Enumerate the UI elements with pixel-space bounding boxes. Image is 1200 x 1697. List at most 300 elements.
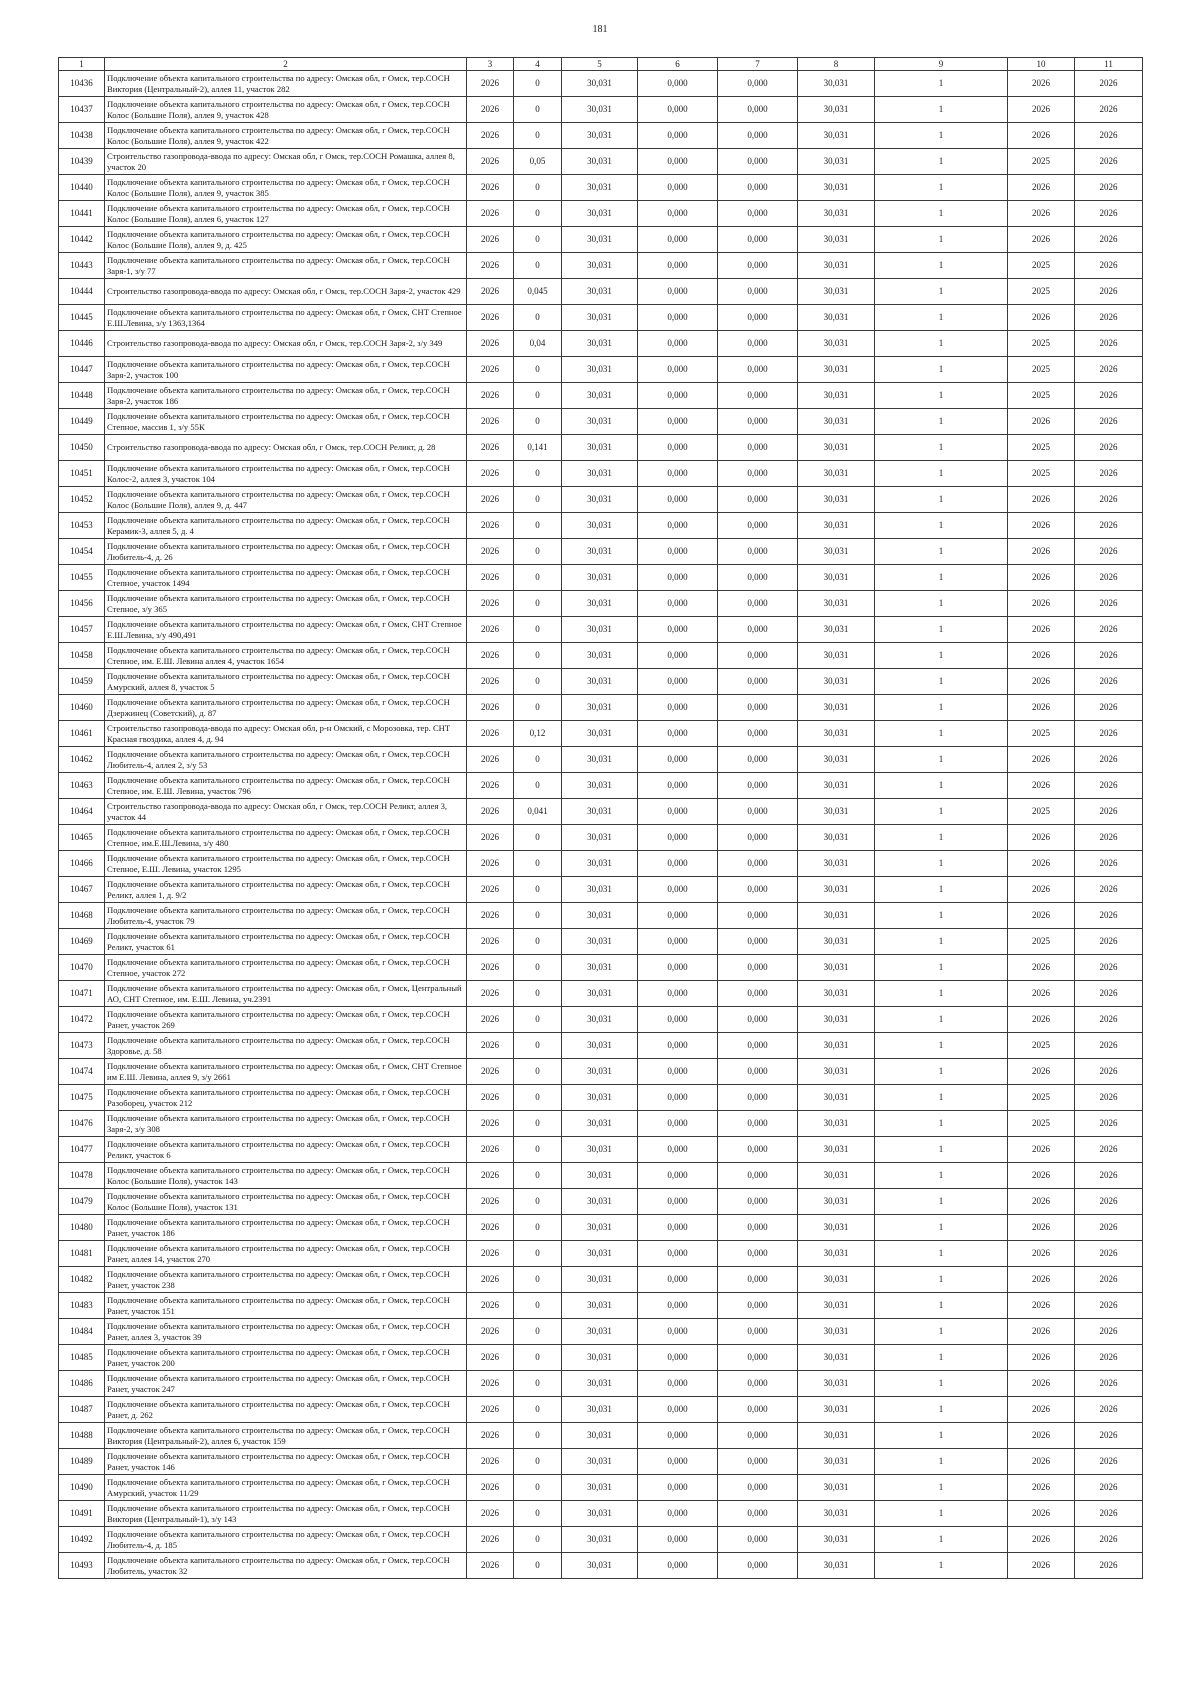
row-number: 10492 — [59, 1527, 105, 1553]
col-4-value: 0,041 — [514, 799, 562, 825]
col-10-value: 2025 — [1008, 383, 1075, 409]
col-6-value: 0,000 — [638, 357, 718, 383]
col-5-value: 30,031 — [562, 175, 638, 201]
col-3-value: 2026 — [467, 955, 514, 981]
col-4-value: 0 — [514, 1371, 562, 1397]
col-10-value: 2026 — [1008, 305, 1075, 331]
object-description: Подключение объекта капитального строительства по адресу: Омская обл, г Омск, тер.СОСН Здоровье, д. 58 — [105, 1033, 467, 1059]
col-10-value: 2026 — [1008, 1423, 1075, 1449]
col-8-value: 30,031 — [798, 1137, 875, 1163]
col-4-value: 0 — [514, 409, 562, 435]
col-8-value: 30,031 — [798, 1319, 875, 1345]
col-6-value: 0,000 — [638, 461, 718, 487]
col-6-value: 0,000 — [638, 1241, 718, 1267]
col-4-value: 0 — [514, 1397, 562, 1423]
col-7-value: 0,000 — [718, 513, 798, 539]
col-6-value: 0,000 — [638, 1397, 718, 1423]
col-7-value: 0,000 — [718, 1501, 798, 1527]
table-row — [59, 1527, 1143, 1553]
col-4-value: 0 — [514, 903, 562, 929]
object-description: Подключение объекта капитального строительства по адресу: Омская обл, г Омск, тер.СОСН Реликт, участок 6 — [105, 1137, 467, 1163]
col-10-value: 2026 — [1008, 1501, 1075, 1527]
col-6-value: 0,000 — [638, 435, 718, 461]
col-6-value: 0,000 — [638, 565, 718, 591]
col-9-value: 1 — [875, 903, 1008, 929]
col-10-value: 2026 — [1008, 825, 1075, 851]
col-4-value: 0 — [514, 1111, 562, 1137]
table-row — [59, 1475, 1143, 1501]
col-7-value: 0,000 — [718, 461, 798, 487]
col-7-value: 0,000 — [718, 929, 798, 955]
col-8-value: 30,031 — [798, 1449, 875, 1475]
col-6-value: 0,000 — [638, 409, 718, 435]
col-5-value: 30,031 — [562, 747, 638, 773]
col-6-value: 0,000 — [638, 669, 718, 695]
col-6-value: 0,000 — [638, 955, 718, 981]
col-11-value: 2026 — [1075, 1033, 1143, 1059]
col-9-value: 1 — [875, 279, 1008, 305]
col-5-value: 30,031 — [562, 565, 638, 591]
col-3-value: 2026 — [467, 747, 514, 773]
col-5-value: 30,031 — [562, 357, 638, 383]
col-4-value: 0 — [514, 825, 562, 851]
col-10-value: 2026 — [1008, 591, 1075, 617]
object-description: Подключение объекта капитального строительства по адресу: Омская обл, г Омск, тер.СОСН Заря-1, з/у 77 — [105, 253, 467, 279]
object-description: Подключение объекта капитального строительства по адресу: Омская обл, г Омск, тер.СОСН Степное, им.Е.Ш.Левина, з/у 480 — [105, 825, 467, 851]
col-4-value: 0 — [514, 487, 562, 513]
col-9-value: 1 — [875, 695, 1008, 721]
col-9-value: 1 — [875, 747, 1008, 773]
table-row — [59, 773, 1143, 799]
col-8-value: 30,031 — [798, 1111, 875, 1137]
col-8-value: 30,031 — [798, 1163, 875, 1189]
col-8-value: 30,031 — [798, 1293, 875, 1319]
col-6-value: 0,000 — [638, 799, 718, 825]
col-11-value: 2026 — [1075, 1085, 1143, 1111]
col-6-value: 0,000 — [638, 1475, 718, 1501]
table-body — [59, 71, 1143, 1579]
col-10-value: 2026 — [1008, 1137, 1075, 1163]
row-number: 10476 — [59, 1111, 105, 1137]
object-description: Подключение объекта капитального строительства по адресу: Омская обл, г Омск, Центральный АО, СНТ Степное, им. Е.Ш. Левина, уч.2391 — [105, 981, 467, 1007]
col-5-value: 30,031 — [562, 1267, 638, 1293]
table-row — [59, 279, 1143, 305]
col-6-value: 0,000 — [638, 825, 718, 851]
col-7-value: 0,000 — [718, 305, 798, 331]
col-10-value: 2025 — [1008, 1085, 1075, 1111]
col-7-value: 0,000 — [718, 1033, 798, 1059]
col-5-value: 30,031 — [562, 409, 638, 435]
object-description: Подключение объекта капитального строительства по адресу: Омская обл, г Омск, тер.СОСН Любитель-4, участок 79 — [105, 903, 467, 929]
col-11-value: 2026 — [1075, 955, 1143, 981]
table-row — [59, 1137, 1143, 1163]
col-10-value: 2026 — [1008, 1163, 1075, 1189]
col-3-value: 2026 — [467, 799, 514, 825]
table-row — [59, 409, 1143, 435]
col-5-value: 30,031 — [562, 1189, 638, 1215]
col-3-value: 2026 — [467, 201, 514, 227]
page-number: 181 — [592, 24, 608, 35]
col-4-value: 0 — [514, 1267, 562, 1293]
col-10-value: 2026 — [1008, 71, 1075, 97]
header-row — [59, 58, 1143, 71]
data-table — [58, 57, 1143, 1579]
col-9-value: 1 — [875, 1267, 1008, 1293]
col-6-value: 0,000 — [638, 1189, 718, 1215]
col-10-value: 2026 — [1008, 1397, 1075, 1423]
object-description: Подключение объекта капитального строительства по адресу: Омская обл, г Омск, тер.СОСН Виктория (Центральный-2), аллея 11, участок 282 — [105, 71, 467, 97]
col-10-value: 2026 — [1008, 1215, 1075, 1241]
col-8-value: 30,031 — [798, 591, 875, 617]
col-3-value: 2026 — [467, 305, 514, 331]
col-11-value: 2026 — [1075, 643, 1143, 669]
table-row — [59, 305, 1143, 331]
object-description: Строительство газопровода-ввода по адресу: Омская обл, г Омск, тер.СОСН Заря-2, з/у 349 — [105, 331, 467, 357]
col-11-value: 2026 — [1075, 617, 1143, 643]
row-number: 10465 — [59, 825, 105, 851]
table-row — [59, 851, 1143, 877]
col-4-value: 0 — [514, 1475, 562, 1501]
col-3-value: 2026 — [467, 1241, 514, 1267]
col-9-value: 1 — [875, 773, 1008, 799]
col-11-value: 2026 — [1075, 1215, 1143, 1241]
col-8-value: 30,031 — [798, 123, 875, 149]
col-6-value: 0,000 — [638, 747, 718, 773]
col-4-value: 0 — [514, 1085, 562, 1111]
col-11-value: 2026 — [1075, 71, 1143, 97]
col-4-value: 0 — [514, 1423, 562, 1449]
table-row — [59, 1163, 1143, 1189]
row-number: 10444 — [59, 279, 105, 305]
row-number: 10466 — [59, 851, 105, 877]
col-4-value: 0 — [514, 617, 562, 643]
col-7-value: 0,000 — [718, 253, 798, 279]
col-6-value: 0,000 — [638, 513, 718, 539]
col-10-value: 2026 — [1008, 1293, 1075, 1319]
col-3-value: 2026 — [467, 539, 514, 565]
col-5-value: 30,031 — [562, 643, 638, 669]
col-10-value: 2025 — [1008, 799, 1075, 825]
col-8-value: 30,031 — [798, 279, 875, 305]
col-7-value: 0,000 — [718, 1527, 798, 1553]
table-row — [59, 357, 1143, 383]
object-description: Подключение объекта капитального строительства по адресу: Омская обл, г Омск, тер.СОСН Степное, з/у 365 — [105, 591, 467, 617]
col-9-value: 1 — [875, 123, 1008, 149]
col-10-value: 2026 — [1008, 487, 1075, 513]
row-number: 10458 — [59, 643, 105, 669]
row-number: 10462 — [59, 747, 105, 773]
col-8-value: 30,031 — [798, 71, 875, 97]
col-8-value: 30,031 — [798, 981, 875, 1007]
col-9-value: 1 — [875, 955, 1008, 981]
col-5-value: 30,031 — [562, 1345, 638, 1371]
col-9-value: 1 — [875, 253, 1008, 279]
col-11-value: 2026 — [1075, 1059, 1143, 1085]
col-6-value: 0,000 — [638, 1137, 718, 1163]
col-5-value: 30,031 — [562, 825, 638, 851]
object-description: Подключение объекта капитального строительства по адресу: Омская обл, г Омск, тер.СОСН Керамик-3, аллея 5, д. 4 — [105, 513, 467, 539]
col-11-value: 2026 — [1075, 1293, 1143, 1319]
table-row — [59, 539, 1143, 565]
row-number: 10447 — [59, 357, 105, 383]
col-5-value: 30,031 — [562, 253, 638, 279]
col-3-value: 2026 — [467, 669, 514, 695]
col-11-value: 2026 — [1075, 253, 1143, 279]
col-10-value: 2026 — [1008, 565, 1075, 591]
col-9-value: 1 — [875, 1215, 1008, 1241]
col-7-value: 0,000 — [718, 851, 798, 877]
object-description: Подключение объекта капитального строительства по адресу: Омская обл, г Омск, тер.СОСН Любитель-4, д. 185 — [105, 1527, 467, 1553]
col-8-value: 30,031 — [798, 799, 875, 825]
col-8-value: 30,031 — [798, 1423, 875, 1449]
col-5-value: 30,031 — [562, 669, 638, 695]
column-header-11: 11 — [1075, 58, 1143, 71]
row-number: 10443 — [59, 253, 105, 279]
col-9-value: 1 — [875, 1397, 1008, 1423]
table-row — [59, 1007, 1143, 1033]
col-3-value: 2026 — [467, 825, 514, 851]
col-7-value: 0,000 — [718, 1241, 798, 1267]
col-9-value: 1 — [875, 721, 1008, 747]
row-number: 10438 — [59, 123, 105, 149]
object-description: Строительство газопровода-ввода по адресу: Омская обл, г Омск, тер.СОСН Ромашка, аллея 8, участок 20 — [105, 149, 467, 175]
col-5-value: 30,031 — [562, 1423, 638, 1449]
col-6-value: 0,000 — [638, 201, 718, 227]
col-10-value: 2026 — [1008, 903, 1075, 929]
col-10-value: 2026 — [1008, 1007, 1075, 1033]
col-11-value: 2026 — [1075, 279, 1143, 305]
col-7-value: 0,000 — [718, 981, 798, 1007]
col-6-value: 0,000 — [638, 643, 718, 669]
table-row — [59, 1059, 1143, 1085]
col-8-value: 30,031 — [798, 513, 875, 539]
col-10-value: 2026 — [1008, 669, 1075, 695]
col-3-value: 2026 — [467, 1319, 514, 1345]
col-11-value: 2026 — [1075, 1319, 1143, 1345]
col-7-value: 0,000 — [718, 877, 798, 903]
col-4-value: 0 — [514, 929, 562, 955]
col-11-value: 2026 — [1075, 97, 1143, 123]
col-8-value: 30,031 — [798, 331, 875, 357]
col-8-value: 30,031 — [798, 539, 875, 565]
col-10-value: 2026 — [1008, 695, 1075, 721]
col-4-value: 0 — [514, 695, 562, 721]
col-10-value: 2026 — [1008, 227, 1075, 253]
col-9-value: 1 — [875, 227, 1008, 253]
object-description: Подключение объекта капитального строительства по адресу: Омская обл, г Омск, тер.СОСН Степное, участок 272 — [105, 955, 467, 981]
col-3-value: 2026 — [467, 1267, 514, 1293]
object-description: Подключение объекта капитального строительства по адресу: Омская обл, г Омск, тер.СОСН Ранет, участок 238 — [105, 1267, 467, 1293]
row-number: 10485 — [59, 1345, 105, 1371]
col-11-value: 2026 — [1075, 123, 1143, 149]
col-6-value: 0,000 — [638, 721, 718, 747]
col-7-value: 0,000 — [718, 1475, 798, 1501]
col-11-value: 2026 — [1075, 1111, 1143, 1137]
col-5-value: 30,031 — [562, 123, 638, 149]
col-6-value: 0,000 — [638, 981, 718, 1007]
col-10-value: 2026 — [1008, 1475, 1075, 1501]
object-description: Подключение объекта капитального строительства по адресу: Омская обл, г Омск, тер.СОСН Амурский, аллея 8, участок 5 — [105, 669, 467, 695]
col-4-value: 0 — [514, 175, 562, 201]
col-9-value: 1 — [875, 435, 1008, 461]
col-6-value: 0,000 — [638, 1553, 718, 1579]
col-5-value: 30,031 — [562, 1527, 638, 1553]
col-7-value: 0,000 — [718, 955, 798, 981]
col-3-value: 2026 — [467, 981, 514, 1007]
object-description: Подключение объекта капитального строительства по адресу: Омская обл, г Омск, тер.СОСН Любитель, участок 32 — [105, 1553, 467, 1579]
col-5-value: 30,031 — [562, 1449, 638, 1475]
col-7-value: 0,000 — [718, 825, 798, 851]
col-4-value: 0 — [514, 877, 562, 903]
col-6-value: 0,000 — [638, 617, 718, 643]
row-number: 10450 — [59, 435, 105, 461]
col-10-value: 2025 — [1008, 149, 1075, 175]
col-7-value: 0,000 — [718, 357, 798, 383]
col-4-value: 0 — [514, 773, 562, 799]
col-5-value: 30,031 — [562, 929, 638, 955]
col-9-value: 1 — [875, 1449, 1008, 1475]
row-number: 10451 — [59, 461, 105, 487]
column-header-5: 5 — [562, 58, 638, 71]
col-4-value: 0 — [514, 955, 562, 981]
col-8-value: 30,031 — [798, 617, 875, 643]
table-row — [59, 955, 1143, 981]
col-8-value: 30,031 — [798, 1527, 875, 1553]
col-5-value: 30,031 — [562, 331, 638, 357]
row-number: 10441 — [59, 201, 105, 227]
col-7-value: 0,000 — [718, 1189, 798, 1215]
col-10-value: 2026 — [1008, 1527, 1075, 1553]
col-10-value: 2026 — [1008, 97, 1075, 123]
table-row — [59, 1397, 1143, 1423]
col-4-value: 0 — [514, 591, 562, 617]
col-11-value: 2026 — [1075, 1163, 1143, 1189]
col-5-value: 30,031 — [562, 1397, 638, 1423]
col-5-value: 30,031 — [562, 1163, 638, 1189]
col-11-value: 2026 — [1075, 1345, 1143, 1371]
row-number: 10439 — [59, 149, 105, 175]
col-11-value: 2026 — [1075, 1449, 1143, 1475]
col-4-value: 0 — [514, 1293, 562, 1319]
row-number: 10469 — [59, 929, 105, 955]
object-description: Подключение объекта капитального строительства по адресу: Омская обл, г Омск, тер.СОСН Колос (Большие Поля), аллея 9, д. 447 — [105, 487, 467, 513]
col-4-value: 0,141 — [514, 435, 562, 461]
column-header-8: 8 — [798, 58, 875, 71]
row-number: 10481 — [59, 1241, 105, 1267]
col-3-value: 2026 — [467, 227, 514, 253]
col-5-value: 30,031 — [562, 1241, 638, 1267]
col-7-value: 0,000 — [718, 1345, 798, 1371]
col-8-value: 30,031 — [798, 929, 875, 955]
col-7-value: 0,000 — [718, 669, 798, 695]
col-9-value: 1 — [875, 1189, 1008, 1215]
row-number: 10463 — [59, 773, 105, 799]
object-description: Подключение объекта капитального строительства по адресу: Омская обл, г Омск, тер.СОСН Заря-2, з/у 308 — [105, 1111, 467, 1137]
col-4-value: 0,045 — [514, 279, 562, 305]
col-6-value: 0,000 — [638, 1501, 718, 1527]
col-8-value: 30,031 — [798, 877, 875, 903]
col-5-value: 30,031 — [562, 97, 638, 123]
col-9-value: 1 — [875, 799, 1008, 825]
col-8-value: 30,031 — [798, 149, 875, 175]
col-5-value: 30,031 — [562, 149, 638, 175]
col-11-value: 2026 — [1075, 773, 1143, 799]
col-11-value: 2026 — [1075, 851, 1143, 877]
col-7-value: 0,000 — [718, 773, 798, 799]
col-3-value: 2026 — [467, 1189, 514, 1215]
col-4-value: 0 — [514, 513, 562, 539]
row-number: 10436 — [59, 71, 105, 97]
col-8-value: 30,031 — [798, 851, 875, 877]
col-6-value: 0,000 — [638, 1267, 718, 1293]
col-6-value: 0,000 — [638, 1111, 718, 1137]
col-5-value: 30,031 — [562, 773, 638, 799]
row-number: 10491 — [59, 1501, 105, 1527]
col-3-value: 2026 — [467, 643, 514, 669]
col-11-value: 2026 — [1075, 1371, 1143, 1397]
object-description: Строительство газопровода-ввода по адресу: Омская обл, р-н Омский, с Морозовка, тер. СНТ Красная гвоздика, аллея 4, д. 94 — [105, 721, 467, 747]
row-number: 10493 — [59, 1553, 105, 1579]
col-7-value: 0,000 — [718, 747, 798, 773]
col-10-value: 2026 — [1008, 981, 1075, 1007]
col-3-value: 2026 — [467, 617, 514, 643]
col-9-value: 1 — [875, 669, 1008, 695]
col-9-value: 1 — [875, 97, 1008, 123]
row-number: 10468 — [59, 903, 105, 929]
col-8-value: 30,031 — [798, 1371, 875, 1397]
col-10-value: 2026 — [1008, 513, 1075, 539]
col-11-value: 2026 — [1075, 695, 1143, 721]
object-description: Подключение объекта капитального строительства по адресу: Омская обл, г Омск, тер.СОСН Колос (Большие Поля), участок 131 — [105, 1189, 467, 1215]
row-number: 10457 — [59, 617, 105, 643]
col-6-value: 0,000 — [638, 851, 718, 877]
table-row — [59, 1553, 1143, 1579]
col-11-value: 2026 — [1075, 513, 1143, 539]
col-10-value: 2026 — [1008, 617, 1075, 643]
row-number: 10471 — [59, 981, 105, 1007]
col-6-value: 0,000 — [638, 71, 718, 97]
col-5-value: 30,031 — [562, 435, 638, 461]
col-3-value: 2026 — [467, 1345, 514, 1371]
row-number: 10472 — [59, 1007, 105, 1033]
col-6-value: 0,000 — [638, 487, 718, 513]
col-4-value: 0,04 — [514, 331, 562, 357]
col-7-value: 0,000 — [718, 279, 798, 305]
col-9-value: 1 — [875, 71, 1008, 97]
col-8-value: 30,031 — [798, 409, 875, 435]
object-description: Подключение объекта капитального строительства по адресу: Омская обл, г Омск, тер.СОСН Амурский, участок 11/29 — [105, 1475, 467, 1501]
col-9-value: 1 — [875, 357, 1008, 383]
col-7-value: 0,000 — [718, 721, 798, 747]
object-description: Подключение объекта капитального строительства по адресу: Омская обл, г Омск, тер.СОСН Виктория (Центральный-1), з/у 143 — [105, 1501, 467, 1527]
row-number: 10478 — [59, 1163, 105, 1189]
col-9-value: 1 — [875, 877, 1008, 903]
object-description: Подключение объекта капитального строительства по адресу: Омская обл, г Омск, тер.СОСН Ранет, участок 186 — [105, 1215, 467, 1241]
col-3-value: 2026 — [467, 721, 514, 747]
col-3-value: 2026 — [467, 253, 514, 279]
col-10-value: 2026 — [1008, 643, 1075, 669]
col-4-value: 0 — [514, 1449, 562, 1475]
col-7-value: 0,000 — [718, 331, 798, 357]
col-9-value: 1 — [875, 1163, 1008, 1189]
col-11-value: 2026 — [1075, 591, 1143, 617]
col-4-value: 0 — [514, 1189, 562, 1215]
table-row — [59, 1423, 1143, 1449]
col-9-value: 1 — [875, 513, 1008, 539]
col-10-value: 2026 — [1008, 1449, 1075, 1475]
col-9-value: 1 — [875, 591, 1008, 617]
col-3-value: 2026 — [467, 851, 514, 877]
